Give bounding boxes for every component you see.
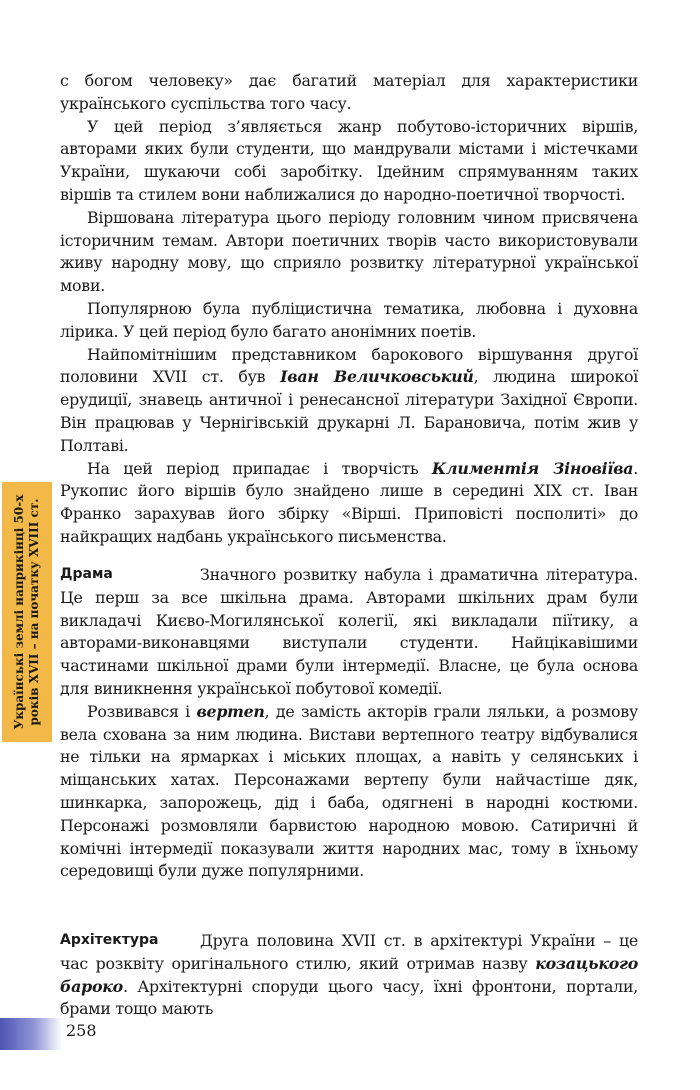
margin-heading-architecture: Архітектура	[60, 932, 159, 948]
text-run: Найпомітнішим представником барокового віршування другої половини XVII ст. був	[60, 344, 638, 387]
main-text-block	[60, 70, 638, 549]
page-number: 258	[66, 1021, 97, 1040]
paragraph	[60, 344, 638, 458]
text-run: . Рукопис його віршів було знайдено лише в середині XIX ст. Іван Франко зарахував його збірку «Вірші. Приповісті посполиті» до найкращих надбань українського письменства.	[60, 458, 638, 546]
paragraph: с богом человеку» дає багатий матеріал для характеристики українського суспільства того часу.	[60, 71, 638, 113]
paragraph	[60, 701, 638, 883]
text-run: . Архітектурні споруди цього часу, їхні фронтони, портали, брами тощо мають	[60, 976, 638, 1019]
text-run: На цей період припадає і творчість	[87, 458, 432, 478]
chapter-title	[12, 484, 42, 740]
person-name: Климентія Зіновіїва	[431, 458, 634, 478]
text-run: , де замість акторів грали ляльки, а розмову вела схована за ним людина. Вистави вертепного театру відбувалися не тільки на ярмарках і міських площах, а навіть у селянських і міщанських хатах. Персонажами вертепу були найчастіше дяк, шинкарка, запорожець, дід і баба, одягнені в народні костюми. Персонажі розмовляли барвистою народною мовою. Сатиричні й комічні інтермедії показували життя народних мас, тому в їхньому середовищі були дуже популярними.	[60, 701, 638, 881]
term: козацького бароко	[60, 953, 638, 996]
paragraph: Віршована література цього періоду головним чином присвячена історичним темам. Автори поетичних творів часто використовували живу народну мову, що сприяло розвитку літературної української мови.	[60, 207, 638, 296]
term: вертеп	[196, 701, 265, 721]
paragraph: Популярною була публіцистична тематика, любовна і духовна лірика. У цей період було багато анонімних поетів.	[60, 298, 638, 341]
chapter-sidebar-tab	[2, 482, 52, 742]
margin-heading-drama: Драма	[60, 566, 113, 582]
paragraph: Значного розвитку набула і драматична література. Це перш за все шкільна драма. Авторами шкільних драм були викладачі Києво-Могилянської колегії, які викладали піїтику, а авторами-виконавцями виступали студенти. Найцікавішими частинами шкільної драми були інтермедії. Власне, це була основа для виникнення української побутової комедії.	[60, 565, 638, 698]
page-number-band	[0, 1018, 62, 1050]
paragraph: У цей період з’являється жанр побутово-історичних віршів, авторами яких були студенти, що мандрували містами і містечками України, шукаючи собі заробітку. Ідейним спрямуванням таких віршів та стилем вони наближалися до народно-поетичної творчості.	[60, 116, 638, 204]
paragraph	[60, 458, 638, 549]
text-run: Друга половина XVII ст. в архітектурі України – це час розквіту оригінального стилю, який отримав назву	[60, 931, 638, 973]
chapter-title-line-1: Українські землі наприкінці 50-х	[12, 494, 26, 730]
architecture-section	[60, 930, 638, 1021]
person-name: Іван Величковський	[280, 367, 474, 387]
drama-section	[60, 564, 638, 883]
text-run: Розвивався і	[87, 701, 197, 721]
paragraph	[60, 930, 638, 1021]
text-run: , людина широкої ерудиції, знавець античної і ренесансної літератури Західної Європи. Він працював у Чернігівській друкарні Л. Барановича, потім жив у Полтаві.	[60, 367, 639, 455]
chapter-title-line-2: років XVII – на початку XVIII ст.	[27, 498, 41, 726]
